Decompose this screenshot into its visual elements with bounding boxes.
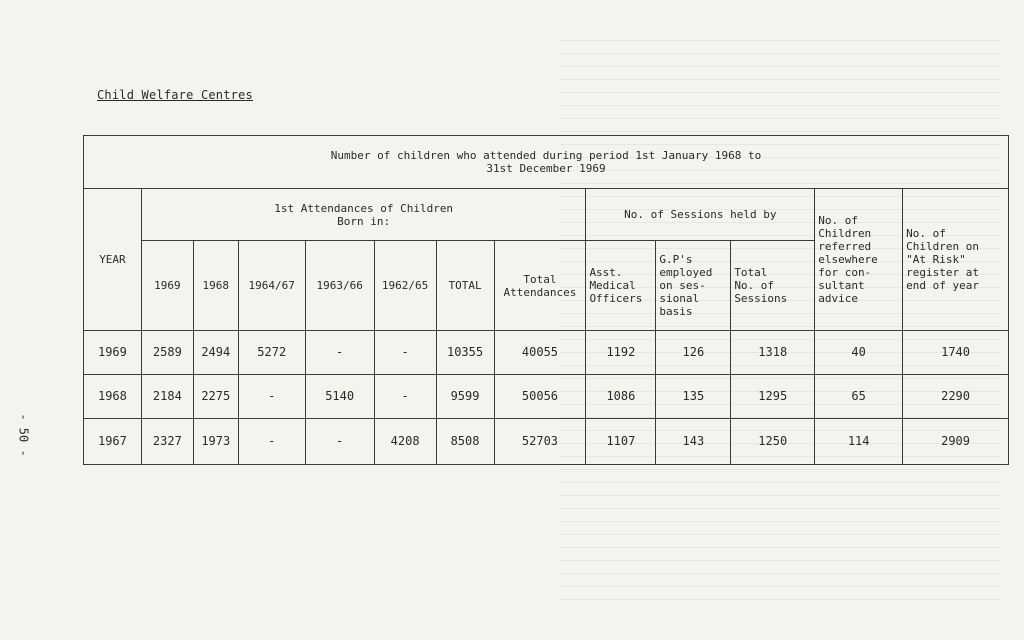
cell-born-1964-67: - bbox=[238, 419, 305, 465]
header-total-attendances-line: Attendances bbox=[503, 285, 577, 299]
cell-born-1963-66: 5140 bbox=[305, 375, 374, 419]
header-gp-line: on ses- bbox=[659, 279, 706, 292]
header-gp-line: employed bbox=[659, 266, 713, 279]
section-heading: Child Welfare Centres bbox=[97, 88, 253, 102]
header-at-risk-line: end of year bbox=[906, 279, 979, 292]
header-referred bbox=[815, 189, 903, 331]
header-total-attendances bbox=[494, 241, 586, 331]
header-referred-line: advice bbox=[818, 292, 858, 305]
header-at-risk bbox=[903, 189, 1009, 331]
header-born-1969: 1969 bbox=[141, 241, 193, 331]
cell-born-1963-66: - bbox=[305, 419, 374, 465]
cell-gp: 126 bbox=[656, 331, 731, 375]
cell-born-1969: 2589 bbox=[141, 331, 193, 375]
cell-born-1968: 2494 bbox=[193, 331, 238, 375]
header-year: YEAR bbox=[84, 189, 142, 331]
cell-born-1962-65: - bbox=[374, 375, 436, 419]
header-born-1962-65: 1962/65 bbox=[374, 241, 436, 331]
cell-total-sessions: 1318 bbox=[731, 331, 815, 375]
cell-referred: 40 bbox=[815, 331, 903, 375]
cell-total: 9599 bbox=[436, 375, 494, 419]
header-at-risk-line: register at bbox=[906, 266, 979, 279]
header-gp-line: basis bbox=[659, 305, 693, 318]
cell-born-1968: 1973 bbox=[193, 419, 238, 465]
header-amo-line: Medical bbox=[589, 279, 636, 292]
header-at-risk-line: "At Risk" bbox=[906, 253, 966, 266]
cell-year: 1968 bbox=[84, 375, 142, 419]
cell-at-risk: 2290 bbox=[903, 375, 1009, 419]
header-total: TOTAL bbox=[436, 241, 494, 331]
caption-row bbox=[84, 136, 1009, 189]
header-referred-line: referred bbox=[818, 240, 872, 253]
cell-amo: 1107 bbox=[586, 419, 656, 465]
header-total-sessions bbox=[731, 241, 815, 331]
cell-gp: 135 bbox=[656, 375, 731, 419]
header-sessions: No. of Sessions held by bbox=[586, 189, 815, 241]
header-row-1 bbox=[84, 189, 1009, 241]
cell-referred: 65 bbox=[815, 375, 903, 419]
cell-born-1964-67: 5272 bbox=[238, 331, 305, 375]
header-gp-line: sional bbox=[659, 292, 700, 305]
caption-line-1: Number of children who attended during period 1st January 1968 to bbox=[330, 149, 762, 162]
table-caption bbox=[84, 136, 1009, 189]
header-referred-line: sultant bbox=[818, 279, 865, 292]
table-row bbox=[84, 375, 1009, 419]
header-born-1968: 1968 bbox=[193, 241, 238, 331]
header-gp bbox=[656, 241, 731, 331]
cell-total-attendances: 52703 bbox=[494, 419, 586, 465]
cell-amo: 1192 bbox=[586, 331, 656, 375]
header-referred-line: Children bbox=[818, 227, 872, 240]
cell-at-risk: 1740 bbox=[903, 331, 1009, 375]
cell-total-attendances: 40055 bbox=[494, 331, 586, 375]
cell-born-1969: 2327 bbox=[141, 419, 193, 465]
cell-year: 1969 bbox=[84, 331, 142, 375]
cell-at-risk: 2909 bbox=[903, 419, 1009, 465]
header-gp-line: G.P's bbox=[659, 253, 693, 266]
cell-referred: 114 bbox=[815, 419, 903, 465]
table-row bbox=[84, 419, 1009, 465]
header-first-attendances-line-1: 1st Attendances of Children bbox=[274, 201, 454, 215]
header-at-risk-line: Children on bbox=[906, 240, 979, 253]
cell-gp: 143 bbox=[656, 419, 731, 465]
header-born-1964-67: 1964/67 bbox=[238, 241, 305, 331]
cell-total-sessions: 1295 bbox=[731, 375, 815, 419]
cell-total-sessions: 1250 bbox=[731, 419, 815, 465]
header-total-sessions-line: Total bbox=[734, 266, 768, 279]
cell-born-1962-65: - bbox=[374, 331, 436, 375]
header-first-attendances bbox=[141, 189, 586, 241]
cell-born-1964-67: - bbox=[238, 375, 305, 419]
cell-born-1962-65: 4208 bbox=[374, 419, 436, 465]
header-first-attendances-line-2: Born in: bbox=[337, 214, 391, 228]
header-referred-line: for con- bbox=[818, 266, 872, 279]
child-welfare-table bbox=[83, 135, 1009, 465]
cell-born-1969: 2184 bbox=[141, 375, 193, 419]
header-amo-line: Asst. bbox=[589, 266, 623, 279]
cell-year: 1967 bbox=[84, 419, 142, 465]
cell-total-attendances: 50056 bbox=[494, 375, 586, 419]
header-total-sessions-line: No. of bbox=[734, 279, 775, 292]
header-amo bbox=[586, 241, 656, 331]
cell-born-1968: 2275 bbox=[193, 375, 238, 419]
cell-total: 10355 bbox=[436, 331, 494, 375]
table-row bbox=[84, 331, 1009, 375]
cell-born-1963-66: - bbox=[305, 331, 374, 375]
header-total-sessions-line: Sessions bbox=[734, 292, 788, 305]
header-total-attendances-line: Total bbox=[523, 272, 557, 286]
cell-amo: 1086 bbox=[586, 375, 656, 419]
header-amo-line: Officers bbox=[589, 292, 643, 305]
header-referred-line: elsewhere bbox=[818, 253, 878, 266]
caption-line-2: 31st December 1969 bbox=[486, 162, 606, 175]
header-born-1963-66: 1963/66 bbox=[305, 241, 374, 331]
header-at-risk-line: No. of bbox=[906, 227, 946, 240]
page-number: - 50 - bbox=[16, 413, 31, 457]
cell-total: 8508 bbox=[436, 419, 494, 465]
header-referred-line: No. of bbox=[818, 214, 858, 227]
